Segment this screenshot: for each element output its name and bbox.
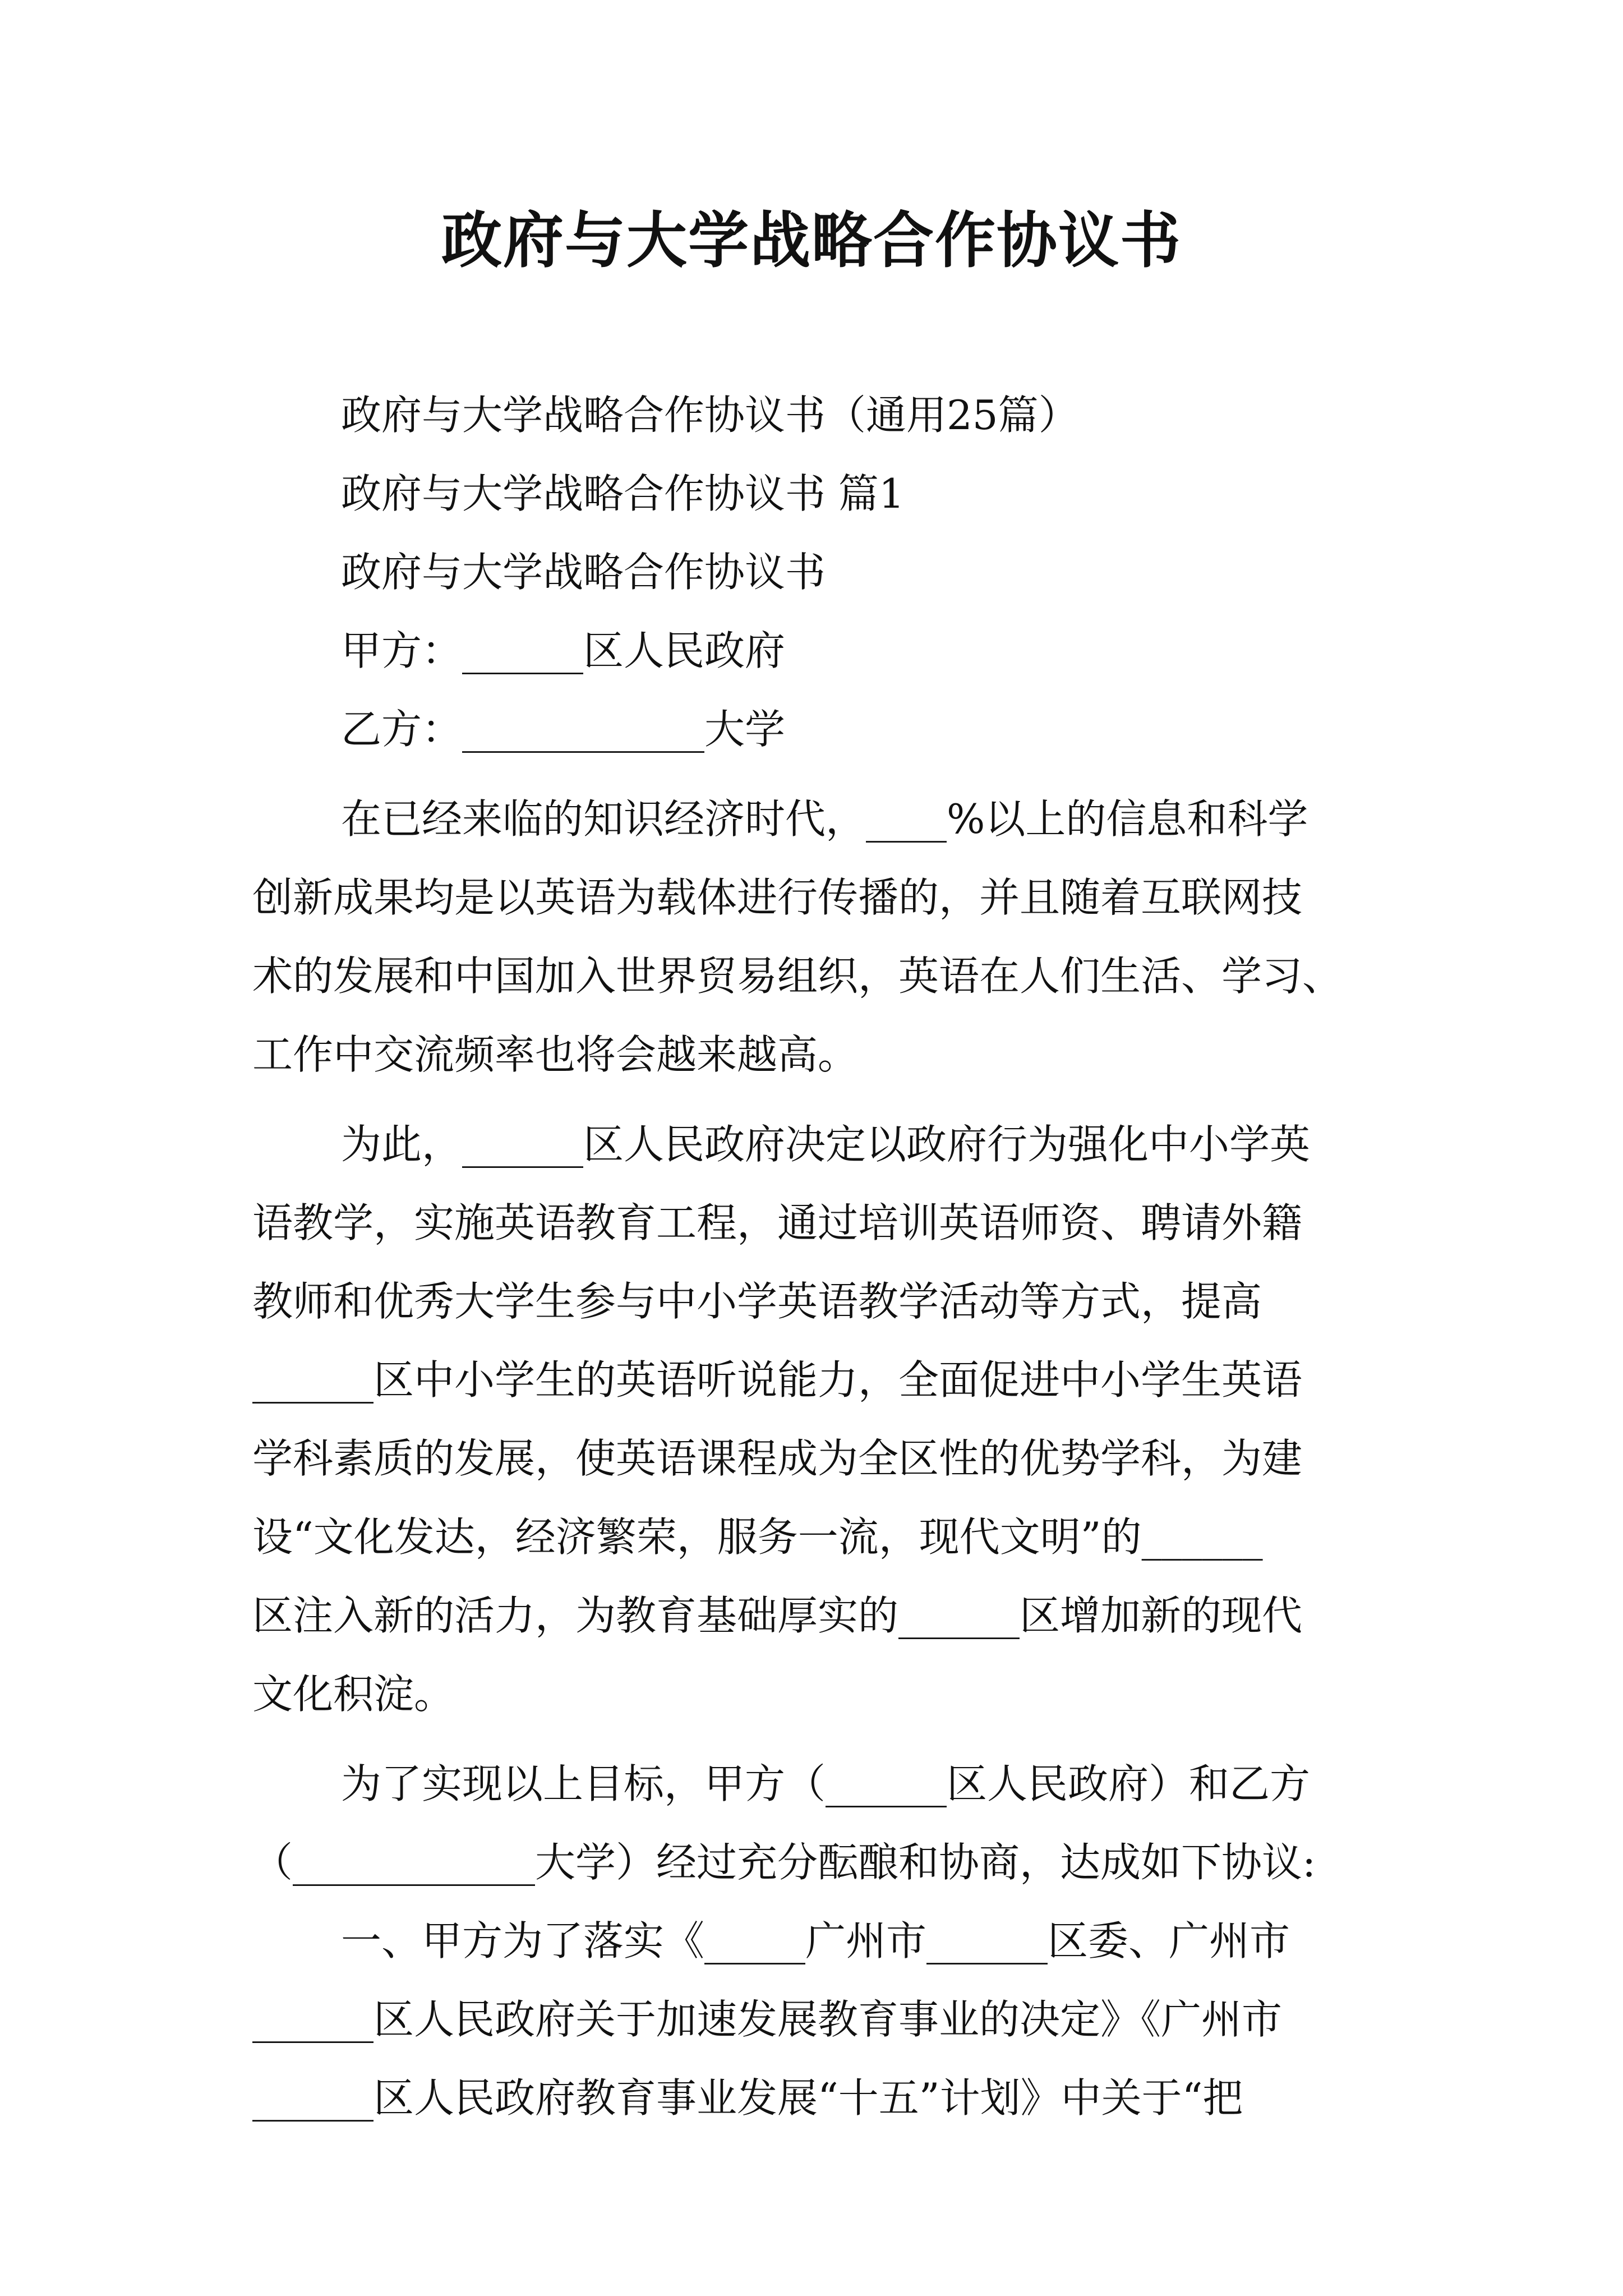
paragraph-line: 区注入新的活力，为教育基础厚实的______区增加新的现代	[252, 1592, 1303, 1639]
subtitle-line: 政府与大学战略合作协议书（通用25篇）	[341, 392, 1079, 439]
party-a-line: 甲方：______区人民政府	[341, 627, 786, 674]
paragraph-line: 语教学，实施英语教育工程，通过培训英语师资、聘请外籍	[252, 1199, 1303, 1246]
section-heading: 政府与大学战略合作协议书 篇1	[341, 470, 905, 517]
paragraph-line: ______区人民政府教育事业发展“十五”计划》中关于“把	[252, 2074, 1243, 2122]
paragraph-line: 为了实现以上目标，甲方（______区人民政府）和乙方	[341, 1760, 1311, 1807]
paragraph-line: ______区人民政府关于加速发展教育事业的决定》《广州市	[252, 1996, 1283, 2043]
paragraph-line: ______区中小学生的英语听说能力，全面促进中小学生英语	[252, 1356, 1303, 1404]
paragraph-line: （____________大学）经过充分酝酿和协商，达成如下协议:	[252, 1839, 1316, 1886]
paragraph-line: 教师和优秀大学生参与中小学英语教学活动等方式，提高	[252, 1278, 1262, 1325]
paragraph-line: 在已经来临的知识经济时代，____%以上的信息和科学	[341, 795, 1308, 843]
document-title: 政府与大学战略合作协议书	[441, 206, 1182, 276]
paragraph-line: 一、甲方为了落实《_____广州市______区委、广州市	[341, 1917, 1290, 1964]
paragraph-line: 术的发展和中国加入世界贸易组织，英语在人们生活、学习、	[252, 953, 1343, 1000]
paragraph-line: 为此，______区人民政府决定以政府行为强化中小学英	[341, 1121, 1311, 1168]
party-b-line: 乙方：____________大学	[341, 706, 786, 753]
paragraph-english-program	[252, 1105, 1380, 1733]
document-body	[252, 376, 1380, 2137]
paragraph-line: 设“文化发达，经济繁荣，服务一流，现代文明”的______	[252, 1513, 1263, 1561]
paragraph-knowledge-economy	[252, 780, 1380, 1094]
paragraph-agreement-intro	[252, 1745, 1380, 1902]
paragraph-line: 文化积淀。	[252, 1671, 455, 1718]
paragraph-line: 工作中交流频率也将会越来越高。	[252, 1031, 859, 1078]
paragraph-line: 学科素质的发展，使英语课程成为全区性的优势学科，为建	[252, 1435, 1303, 1482]
paragraph-line: 创新成果均是以英语为载体进行传播的，并且随着互联网技	[252, 874, 1303, 921]
paragraph-clause-one	[252, 1902, 1380, 2137]
agreement-heading: 政府与大学战略合作协议书	[341, 549, 826, 596]
